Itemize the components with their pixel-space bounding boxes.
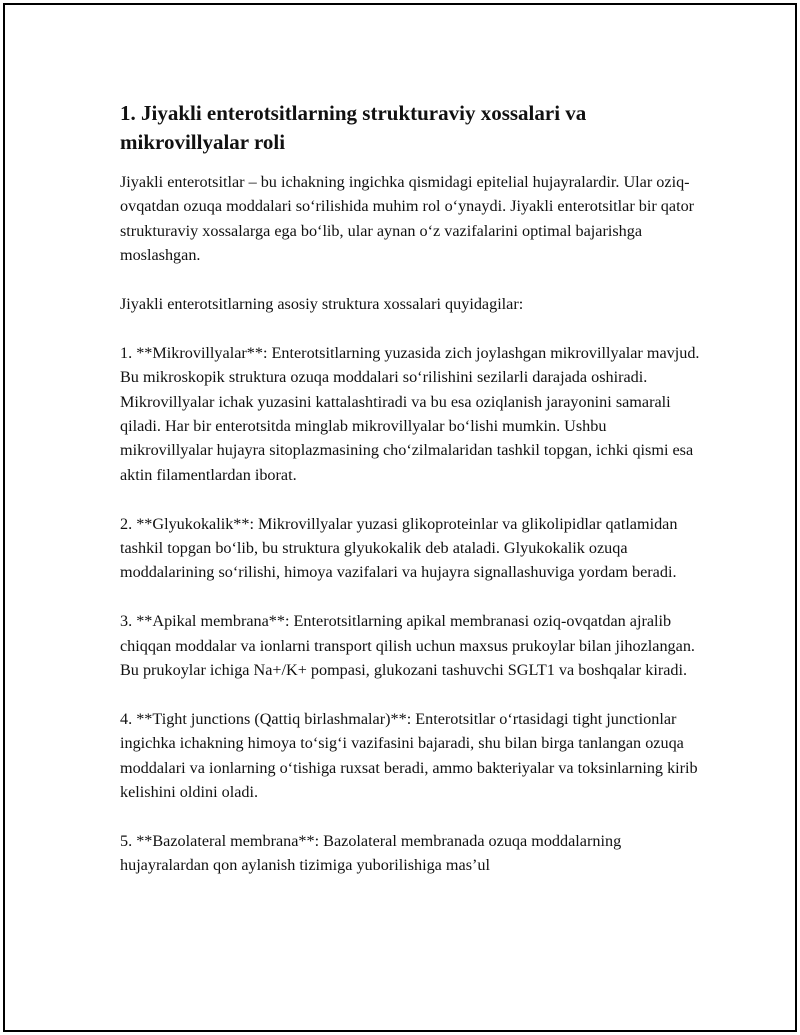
- section-title: 1. Jiyakli enterotsitlarning strukturaviy xossalari va mikrovillyalar roli: [120, 101, 587, 154]
- list-intro-paragraph: Jiyakli enterotsitlarning asosiy struktura xossalari quyidagilar:: [120, 295, 524, 314]
- list-item-tight-junctions: 4. **Tight junctions (Qattiq birlashmalar)**: Enterotsitlar o‘rtasidagi tight junctionlar ingichka ichakning himoya to‘sig‘i vazifasini bajaradi, shu bilan birga tanlangan ozuqa moddalari va ionlarning o‘tishiga ruxsat beradi, ammo bakteriyalar va toksinlarning kirib kelishini oldini oladi.: [120, 709, 698, 802]
- document-content: [120, 99, 700, 902]
- list-item-glycocalyx: 2. **Glyukokalik**: Mikrovillyalar yuzasi glikoproteinlar va glikolipidlar qatlamidan tashkil topgan bo‘lib, bu struktura glyukokalik deb ataladi. Glyukokalik ozuqa moddalarining so‘rilishi, himoya vazifalari va hujayra signallashuviga yordam beradi.: [120, 514, 678, 582]
- intro-paragraph: Jiyakli enterotsitlar – bu ichakning ingichka qismidagi epitelial hujayralardir. Ular oziq-ovqatdan ozuqa moddalari so‘rilishida muhim rol o‘ynaydi. Jiyakli enterotsitlar bir qator strukturaviy xossalarga ega bo‘lib, ular aynan o‘z vazifalarini optimal bajarishga moslashgan.: [120, 173, 695, 265]
- document-page: [3, 3, 797, 1032]
- list-item-microvilli: 1. **Mikrovillyalar**: Enterotsitlarning yuzasida zich joylashgan mikrovillyalar mavjud. Bu mikroskopik struktura ozuqa moddalari so‘rilishini sezilarli darajada oshiradi. Mikrovillyalar ichak yuzasini kattalashtiradi va bu esa oziqlanish jarayonini samarali qiladi. Har bir enterotsitda minglab mikrovillyalar bo‘lishi mumkin. Ushbu mikrovillyalar hujayra sitoplazmasining cho‘zilmalaridan tashkil topgan, ichki qismi esa aktin filamentlardan iborat.: [120, 343, 700, 484]
- list-item-apical-membrane: 3. **Apikal membrana**: Enterotsitlarning apikal membranasi oziq-ovqatdan ajralib chiqqan moddalar va ionlarni transport qilish uchun maxsus prukoylar bilan jihozlangan. Bu prukoylar ichiga Na+/K+ pompasi, glukozani tashuvchi SGLT1 va boshqalar kiradi.: [120, 612, 695, 680]
- list-item-basolateral-membrane: 5. **Bazolateral membrana**: Bazolateral membranada ozuqa moddalarning hujayralardan qon aylanish tizimiga yuborilishiga mas’ul: [120, 831, 622, 875]
